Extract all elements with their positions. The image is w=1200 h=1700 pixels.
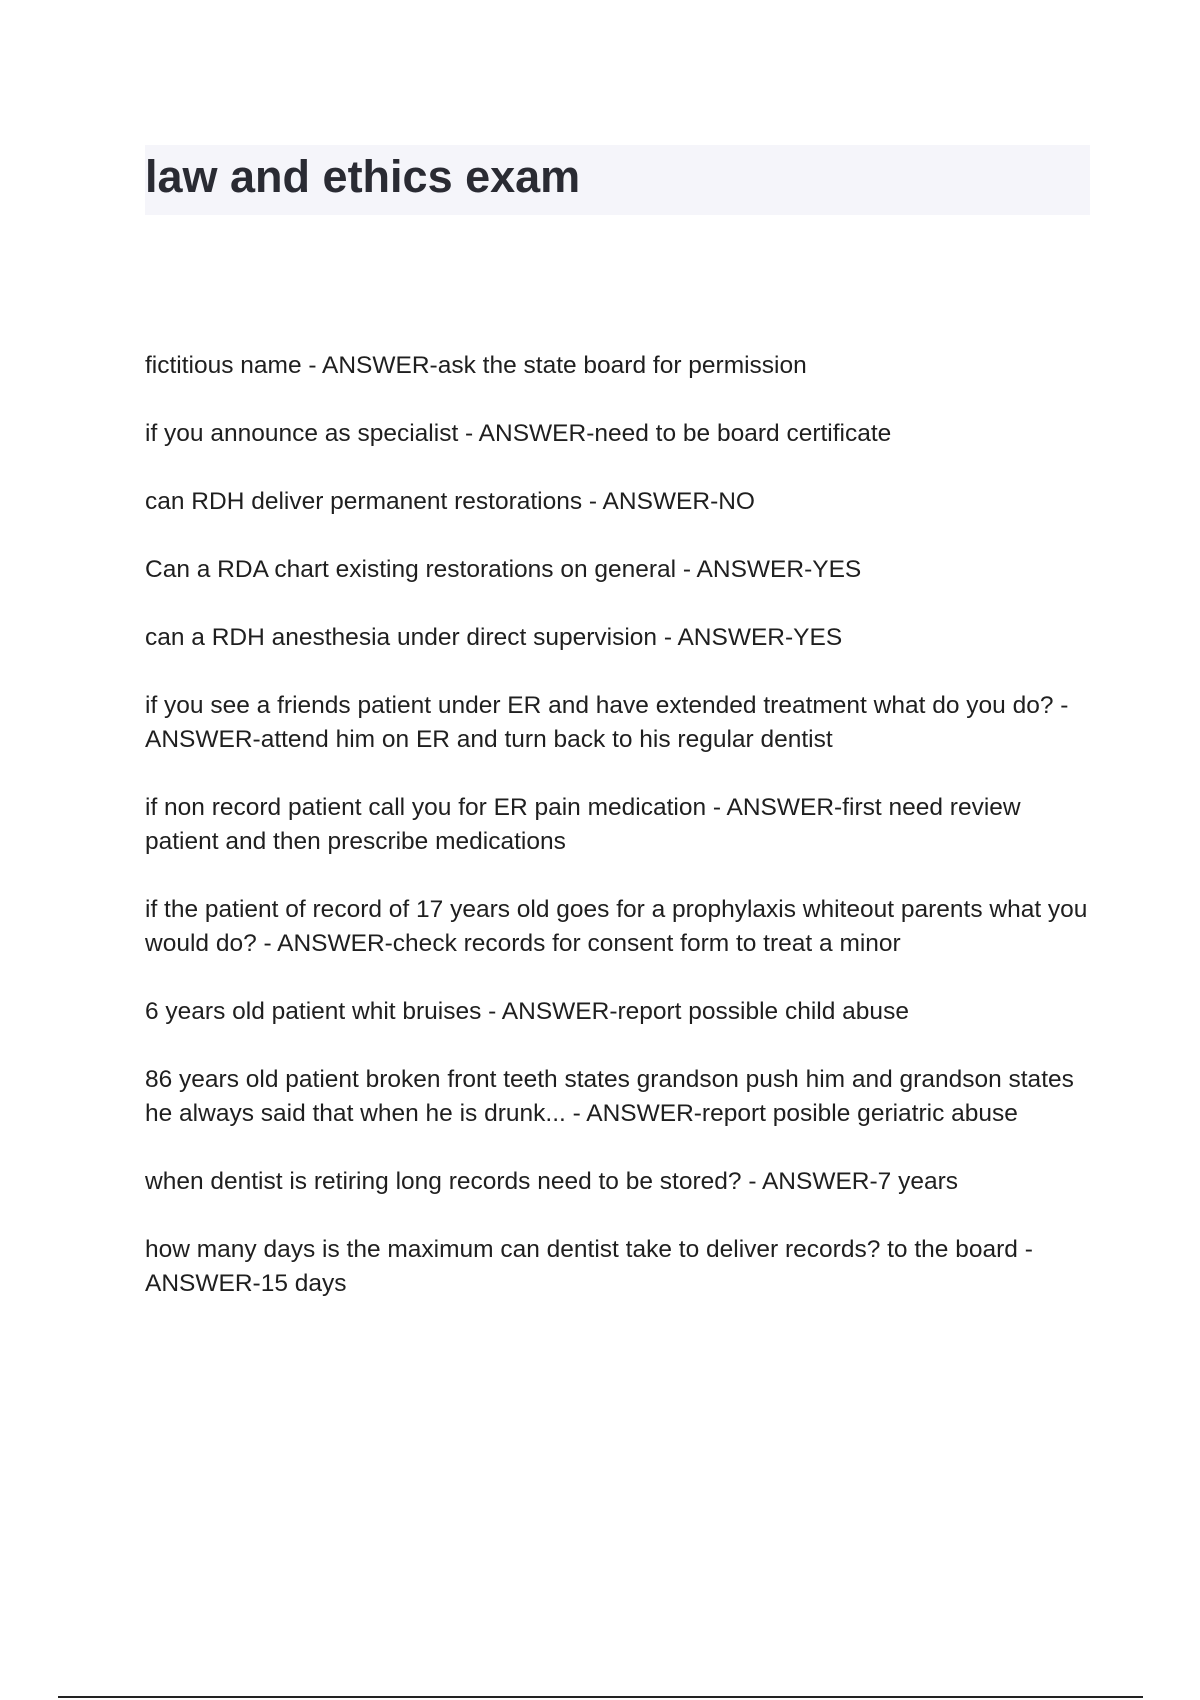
qa-item: if you see a friends patient under ER and have extended treatment what do you do? - ANSWER-attend him on ER and turn back to his regular dentist — [145, 692, 1069, 753]
footer-divider — [58, 1696, 1143, 1698]
qa-item: when dentist is retiring long records need to be stored? - ANSWER-7 years — [145, 1168, 958, 1195]
qa-item: how many days is the maximum can dentist take to deliver records? to the board - ANSWER-15 days — [145, 1236, 1033, 1297]
qa-item: can a RDH anesthesia under direct supervision - ANSWER-YES — [145, 624, 843, 651]
page-title: law and ethics exam — [145, 151, 581, 202]
title-banner — [145, 145, 1090, 215]
qa-item: 6 years old patient whit bruises - ANSWER-report possible child abuse — [145, 998, 909, 1025]
qa-item: if you announce as specialist - ANSWER-need to be board certificate — [145, 420, 892, 447]
qa-item: if the patient of record of 17 years old goes for a prophylaxis whiteout parents what you would do? - ANSWER-check records for consent form to treat a minor — [145, 896, 1088, 957]
question-answer-list — [145, 349, 1090, 1335]
qa-item: if non record patient call you for ER pain medication - ANSWER-first need review patient and then prescribe medications — [145, 794, 1021, 855]
qa-item: fictitious name - ANSWER-ask the state board for permission — [145, 352, 807, 379]
qa-item: 86 years old patient broken front teeth states grandson push him and grandson states he always said that when he is drunk... - ANSWER-report posible geriatric abuse — [145, 1066, 1074, 1127]
qa-item: can RDH deliver permanent restorations - ANSWER-NO — [145, 488, 755, 515]
qa-item: Can a RDA chart existing restorations on general - ANSWER-YES — [145, 556, 862, 583]
